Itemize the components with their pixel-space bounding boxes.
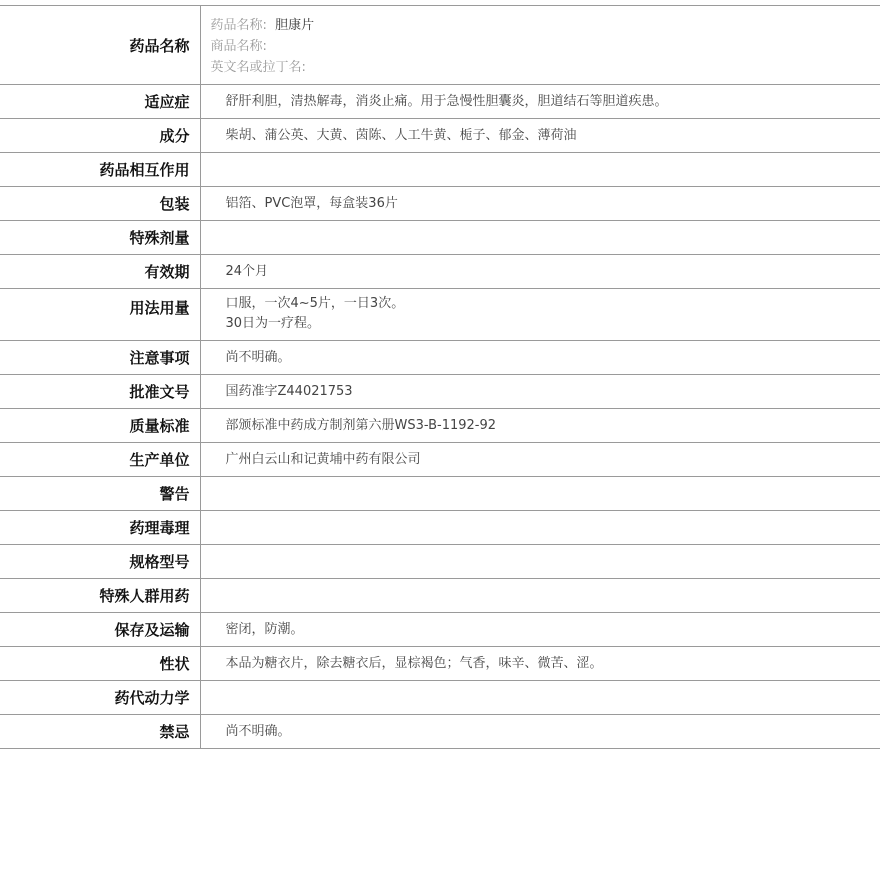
row-label: 保存及运输 bbox=[0, 613, 200, 647]
row-label: 批准文号 bbox=[0, 375, 200, 409]
table-row-approval-number bbox=[0, 375, 880, 409]
table-row-specification bbox=[0, 545, 880, 579]
english-name-line bbox=[211, 57, 880, 78]
table-row-drug-name bbox=[0, 6, 880, 85]
row-label: 生产单位 bbox=[0, 443, 200, 477]
row-label: 药品相互作用 bbox=[0, 153, 200, 187]
generic-name-key: 药品名称: bbox=[210, 18, 267, 33]
row-value: 尚不明确。 bbox=[200, 341, 880, 375]
table-row-usage bbox=[0, 289, 880, 341]
drug-spec-table bbox=[0, 5, 880, 749]
row-label: 用法用量 bbox=[0, 289, 200, 341]
row-label: 质量标准 bbox=[0, 409, 200, 443]
table-row-shelf-life bbox=[0, 255, 880, 289]
row-label: 规格型号 bbox=[0, 545, 200, 579]
row-label: 药理毒理 bbox=[0, 511, 200, 545]
usage-line-1: 口服，一次4~5片，一日3次。 bbox=[225, 296, 405, 311]
row-value bbox=[200, 221, 880, 255]
table-row-ingredients bbox=[0, 119, 880, 153]
generic-name-value: 胆康片 bbox=[275, 18, 315, 33]
row-label: 特殊人群用药 bbox=[0, 579, 200, 613]
row-value: 柴胡、蒲公英、大黄、茵陈、人工牛黄、栀子、郁金、薄荷油 bbox=[200, 119, 880, 153]
table-row-storage bbox=[0, 613, 880, 647]
row-value: 广州白云山和记黄埔中药有限公司 bbox=[200, 443, 880, 477]
table-row-pharmacology bbox=[0, 511, 880, 545]
table-row-pharmacokinetics bbox=[0, 681, 880, 715]
english-name-key: 英文名或拉丁名: bbox=[210, 60, 306, 75]
table-row-warning bbox=[0, 477, 880, 511]
row-label: 包装 bbox=[0, 187, 200, 221]
row-value bbox=[200, 289, 880, 341]
table-row-interactions bbox=[0, 153, 880, 187]
row-label: 适应症 bbox=[0, 85, 200, 119]
row-label: 特殊剂量 bbox=[0, 221, 200, 255]
table-row-description bbox=[0, 647, 880, 681]
row-value: 本品为糖衣片，除去糖衣后，显棕褐色；气香，味辛、微苦、涩。 bbox=[200, 647, 880, 681]
table-row-special-dosage bbox=[0, 221, 880, 255]
table-row-contraindications bbox=[0, 715, 880, 749]
row-label: 有效期 bbox=[0, 255, 200, 289]
row-value bbox=[200, 545, 880, 579]
table-row-precautions bbox=[0, 341, 880, 375]
row-value bbox=[200, 511, 880, 545]
row-label: 注意事项 bbox=[0, 341, 200, 375]
row-value: 部颁标准中药成方制剂第六册WS3-B-1192-92 bbox=[200, 409, 880, 443]
row-value: 尚不明确。 bbox=[200, 715, 880, 749]
usage-line-2: 30日为一疗程。 bbox=[225, 316, 321, 331]
table-row-indications bbox=[0, 85, 880, 119]
row-label: 药品名称 bbox=[0, 6, 200, 85]
table-row-manufacturer bbox=[0, 443, 880, 477]
row-value: 24个月 bbox=[200, 255, 880, 289]
generic-name-line bbox=[211, 15, 880, 36]
row-label: 禁忌 bbox=[0, 715, 200, 749]
table-row-special-populations bbox=[0, 579, 880, 613]
row-value: 密闭，防潮。 bbox=[200, 613, 880, 647]
row-value bbox=[200, 579, 880, 613]
row-label: 药代动力学 bbox=[0, 681, 200, 715]
row-value bbox=[200, 477, 880, 511]
row-value: 铝箔、PVC泡罩，每盒装36片 bbox=[200, 187, 880, 221]
table-row-packaging bbox=[0, 187, 880, 221]
trade-name-line bbox=[211, 36, 880, 57]
row-value bbox=[200, 153, 880, 187]
row-value: 国药准字Z44021753 bbox=[200, 375, 880, 409]
row-value bbox=[200, 681, 880, 715]
row-value bbox=[200, 6, 880, 85]
row-label: 警告 bbox=[0, 477, 200, 511]
trade-name-key: 商品名称: bbox=[210, 39, 267, 54]
row-label: 成分 bbox=[0, 119, 200, 153]
table-row-quality-standard bbox=[0, 409, 880, 443]
row-label: 性状 bbox=[0, 647, 200, 681]
row-value: 舒肝利胆，清热解毒，消炎止痛。用于急慢性胆囊炎，胆道结石等胆道疾患。 bbox=[200, 85, 880, 119]
